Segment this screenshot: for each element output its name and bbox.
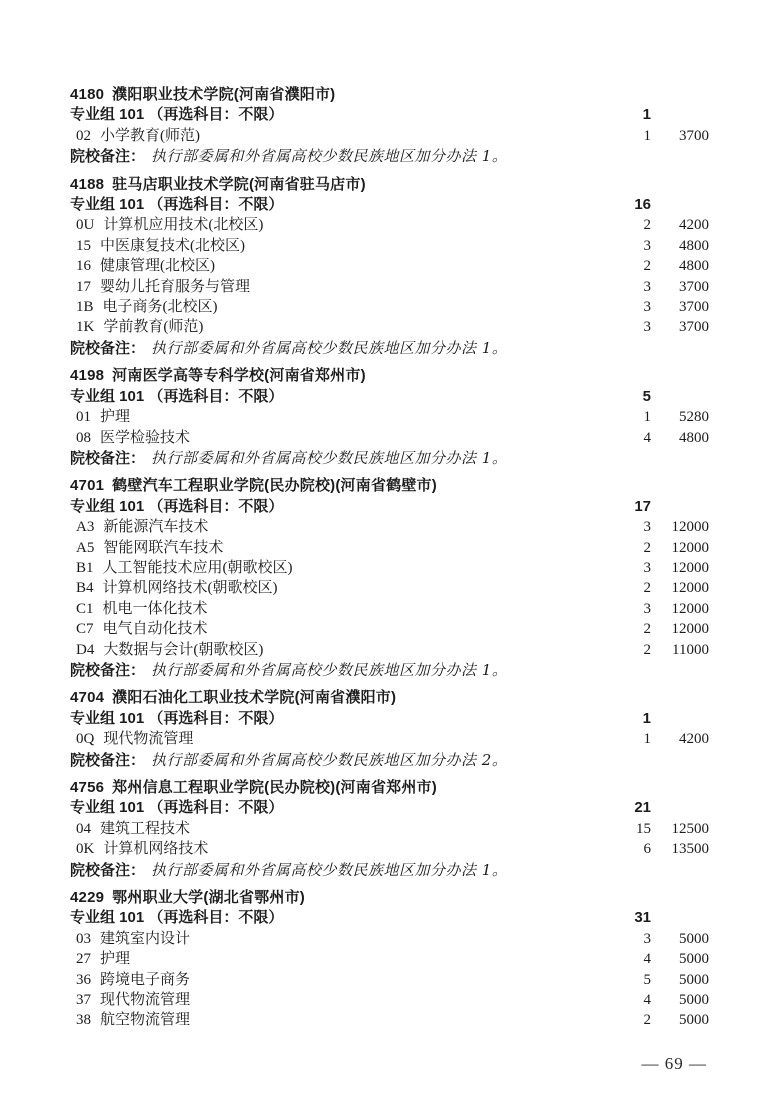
major-code: 38 xyxy=(76,1012,91,1029)
major-group-row xyxy=(70,798,709,818)
major-plan-count: 2 xyxy=(643,539,651,556)
remark-label: 院校备注： xyxy=(70,148,146,166)
major-tuition: 12000 xyxy=(671,621,709,638)
major-tuition: 13500 xyxy=(671,841,709,858)
institution-block xyxy=(70,175,709,360)
remark-text: 执行部委属和外省属高校少数民族地区加分办法 1。 xyxy=(151,338,508,357)
major-group-label: 专业组 101 （再选科目：不限） xyxy=(70,497,284,515)
major-group-row xyxy=(70,709,709,729)
major-code: 16 xyxy=(76,258,91,275)
major-row xyxy=(70,277,709,297)
major-tuition: 3700 xyxy=(679,278,709,295)
major-group-row xyxy=(70,105,709,125)
major-row xyxy=(70,990,709,1010)
remark-text: 执行部委属和外省属高校少数民族地区加分办法 1。 xyxy=(151,448,508,467)
major-group-label: 专业组 101 （再选科目：不限） xyxy=(70,799,284,817)
major-name: 小学教育(师范) xyxy=(100,127,200,144)
major-row xyxy=(70,428,709,448)
major-name: 新能源汽车技术 xyxy=(103,519,209,536)
major-name: 学前教育(师范) xyxy=(103,319,204,336)
major-group-row xyxy=(70,195,709,215)
major-name: 建筑室内设计 xyxy=(100,930,191,947)
remark-row xyxy=(70,750,709,771)
major-rows xyxy=(70,929,709,1031)
major-name: 大数据与会计(朝歌校区) xyxy=(103,641,264,658)
remark-text: 执行部委属和外省属高校少数民族地区加分办法 1。 xyxy=(151,860,508,879)
major-name: 人工智能技术应用(朝歌校区) xyxy=(102,559,293,576)
major-row xyxy=(70,517,709,537)
major-plan-count: 2 xyxy=(643,217,651,234)
major-plan-count: 5 xyxy=(643,971,651,988)
major-plan-count: 3 xyxy=(643,319,651,336)
major-group-row xyxy=(70,387,709,407)
major-plan-count: 2 xyxy=(643,1012,651,1029)
major-plan-count: 4 xyxy=(643,429,651,446)
major-code: 0Q xyxy=(76,731,95,748)
group-plan-count: 21 xyxy=(634,799,651,817)
major-name: 计算机应用技术(北校区) xyxy=(103,217,264,234)
major-code: A3 xyxy=(76,519,95,536)
major-row xyxy=(70,599,709,619)
institution-title xyxy=(70,888,709,908)
remark-text: 执行部委属和外省属高校少数民族地区加分办法 2。 xyxy=(151,750,508,769)
major-code: 04 xyxy=(76,820,91,837)
major-rows xyxy=(70,215,709,337)
institution-name: 河南医学高等专科学校(河南省郑州市) xyxy=(112,367,366,385)
major-code: 36 xyxy=(76,971,91,988)
major-row xyxy=(70,949,709,969)
major-row xyxy=(70,929,709,949)
major-code: 27 xyxy=(76,951,91,968)
remark-row xyxy=(70,660,709,681)
major-name: 中医康复技术(北校区) xyxy=(100,237,245,254)
major-row xyxy=(70,317,709,337)
institution-code: 4188 xyxy=(70,175,105,193)
major-plan-count: 3 xyxy=(643,299,651,316)
major-code: 0U xyxy=(76,217,95,234)
major-plan-count: 15 xyxy=(636,820,651,837)
major-plan-count: 4 xyxy=(643,951,651,968)
major-name: 电气自动化技术 xyxy=(102,621,208,638)
remark-label: 院校备注： xyxy=(70,339,146,357)
major-tuition: 5000 xyxy=(679,971,709,988)
remark-label: 院校备注： xyxy=(70,751,146,769)
remark-row xyxy=(70,338,709,359)
major-name: 健康管理(北校区) xyxy=(100,258,215,275)
page-number xyxy=(547,1054,707,1074)
remark-label: 院校备注： xyxy=(70,861,146,879)
major-plan-count: 2 xyxy=(643,641,651,658)
major-row xyxy=(70,729,709,749)
institution-title xyxy=(70,366,709,386)
major-plan-count: 1 xyxy=(643,731,651,748)
institution-block xyxy=(70,476,709,681)
remark-label: 院校备注： xyxy=(70,449,146,467)
major-name: 护理 xyxy=(100,951,131,968)
major-name: 建筑工程技术 xyxy=(100,820,191,837)
major-tuition: 12000 xyxy=(671,600,709,617)
major-name: 现代物流管理 xyxy=(103,731,194,748)
major-plan-count: 2 xyxy=(643,258,651,275)
institution-name: 驻马店职业技术学院(河南省驻马店市) xyxy=(112,175,366,193)
major-plan-count: 6 xyxy=(643,841,651,858)
major-plan-count: 2 xyxy=(643,621,651,638)
major-tuition: 5000 xyxy=(679,951,709,968)
institution-name: 濮阳石油化工职业技术学院(河南省濮阳市) xyxy=(112,689,397,707)
major-plan-count: 3 xyxy=(643,559,651,576)
institution-block xyxy=(70,366,709,469)
major-tuition: 5000 xyxy=(679,1012,709,1029)
major-group-label: 专业组 101 （再选科目：不限） xyxy=(70,709,284,727)
major-row xyxy=(70,970,709,990)
major-row xyxy=(70,819,709,839)
major-row xyxy=(70,1010,709,1030)
institution-name: 鄂州职业大学(湖北省鄂州市) xyxy=(112,889,305,907)
major-tuition: 4200 xyxy=(679,217,709,234)
major-code: D4 xyxy=(76,641,95,658)
major-code: C1 xyxy=(76,600,94,617)
major-code: 03 xyxy=(76,930,91,947)
major-tuition: 5000 xyxy=(679,992,709,1009)
major-code: 37 xyxy=(76,992,91,1009)
major-code: 1K xyxy=(76,319,95,336)
group-plan-count: 16 xyxy=(634,196,651,214)
remark-row xyxy=(70,146,709,167)
major-rows xyxy=(70,819,709,860)
group-plan-count: 1 xyxy=(642,709,651,727)
major-plan-count: 2 xyxy=(643,580,651,597)
major-tuition: 4800 xyxy=(679,429,709,446)
major-name: 现代物流管理 xyxy=(100,992,191,1009)
major-tuition: 12000 xyxy=(671,559,709,576)
major-group-row xyxy=(70,908,709,928)
major-tuition: 12500 xyxy=(671,820,709,837)
institution-code: 4756 xyxy=(70,779,105,796)
institution-name: 鹤壁汽车工程职业学院(民办院校)(河南省鹤壁市) xyxy=(112,477,437,495)
major-group-label: 专业组 101 （再选科目：不限） xyxy=(70,196,284,214)
major-tuition: 5000 xyxy=(679,930,709,947)
major-plan-count: 3 xyxy=(643,237,651,254)
group-plan-count: 17 xyxy=(634,497,651,515)
major-name: 航空物流管理 xyxy=(100,1012,191,1029)
major-tuition: 4200 xyxy=(679,731,709,748)
major-code: 1B xyxy=(76,299,94,316)
institution-title xyxy=(70,175,709,195)
major-name: 电子商务(北校区) xyxy=(102,299,218,316)
institution-code: 4704 xyxy=(70,689,105,707)
major-name: 机电一体化技术 xyxy=(102,600,208,617)
major-code: 01 xyxy=(76,409,91,426)
major-row xyxy=(70,619,709,639)
major-row xyxy=(70,126,709,146)
major-name: 计算机网络技术(朝歌校区) xyxy=(102,580,278,597)
major-row xyxy=(70,215,709,235)
institution-block xyxy=(70,888,709,1031)
page-number-text: — 69 — xyxy=(641,1054,707,1073)
major-tuition: 12000 xyxy=(671,519,709,536)
major-name: 医学检验技术 xyxy=(100,429,191,446)
institution-code: 4180 xyxy=(70,86,105,103)
major-rows xyxy=(70,407,709,448)
major-code: 15 xyxy=(76,237,91,254)
major-rows xyxy=(70,729,709,749)
major-code: 08 xyxy=(76,429,91,446)
remark-row xyxy=(70,860,709,881)
institution-title xyxy=(70,85,709,105)
major-name: 计算机网络技术 xyxy=(103,841,209,858)
major-code: 17 xyxy=(76,278,91,295)
major-tuition: 4800 xyxy=(679,237,709,254)
institution-block xyxy=(70,688,709,771)
major-plan-count: 4 xyxy=(643,992,651,1009)
major-name: 跨境电子商务 xyxy=(100,971,191,988)
major-row xyxy=(70,256,709,276)
major-row xyxy=(70,538,709,558)
institution-block xyxy=(70,778,709,881)
institution-title xyxy=(70,688,709,708)
institution-block xyxy=(70,85,709,168)
major-tuition: 12000 xyxy=(671,539,709,556)
major-code: C7 xyxy=(76,621,94,638)
major-tuition: 3700 xyxy=(679,127,709,144)
major-tuition: 3700 xyxy=(679,319,709,336)
major-tuition: 5280 xyxy=(679,409,709,426)
major-group-label: 专业组 101 （再选科目：不限） xyxy=(70,909,284,927)
major-plan-count: 3 xyxy=(643,930,651,947)
major-row xyxy=(70,578,709,598)
admission-plan-list xyxy=(70,85,709,1038)
remark-text: 执行部委属和外省属高校少数民族地区加分办法 1。 xyxy=(151,660,508,679)
major-code: B1 xyxy=(76,559,94,576)
major-plan-count: 3 xyxy=(643,278,651,295)
remark-label: 院校备注： xyxy=(70,661,146,679)
major-name: 智能网联汽车技术 xyxy=(103,539,224,556)
major-group-label: 专业组 101 （再选科目：不限） xyxy=(70,106,284,124)
major-rows xyxy=(70,517,709,660)
major-plan-count: 1 xyxy=(643,127,651,144)
group-plan-count: 1 xyxy=(642,106,651,124)
remark-row xyxy=(70,448,709,469)
institution-code: 4229 xyxy=(70,889,105,907)
major-plan-count: 3 xyxy=(643,519,651,536)
institution-code: 4198 xyxy=(70,367,105,385)
major-rows xyxy=(70,126,709,146)
group-plan-count: 5 xyxy=(642,387,651,405)
major-tuition: 12000 xyxy=(671,580,709,597)
major-row xyxy=(70,236,709,256)
group-plan-count: 31 xyxy=(634,909,651,927)
major-group-row xyxy=(70,497,709,517)
major-row xyxy=(70,407,709,427)
major-row xyxy=(70,297,709,317)
major-name: 护理 xyxy=(100,409,131,426)
major-tuition: 11000 xyxy=(672,641,709,658)
remark-text: 执行部委属和外省属高校少数民族地区加分办法 1。 xyxy=(151,147,508,166)
major-group-label: 专业组 101 （再选科目：不限） xyxy=(70,387,284,405)
institution-title xyxy=(70,476,709,496)
major-row xyxy=(70,640,709,660)
institution-code: 4701 xyxy=(70,477,105,495)
major-tuition: 4800 xyxy=(679,258,709,275)
major-plan-count: 1 xyxy=(643,409,651,426)
major-name: 婴幼儿托育服务与管理 xyxy=(100,278,251,295)
institution-title xyxy=(70,778,709,798)
major-code: 0K xyxy=(76,841,95,858)
major-row xyxy=(70,558,709,578)
major-plan-count: 3 xyxy=(643,600,651,617)
institution-name: 濮阳职业技术学院(河南省濮阳市) xyxy=(112,86,336,103)
major-code: A5 xyxy=(76,539,95,556)
major-tuition: 3700 xyxy=(679,299,709,316)
major-code: 02 xyxy=(76,127,91,144)
major-row xyxy=(70,839,709,859)
major-code: B4 xyxy=(76,580,94,597)
institution-name: 郑州信息工程职业学院(民办院校)(河南省郑州市) xyxy=(112,779,437,796)
